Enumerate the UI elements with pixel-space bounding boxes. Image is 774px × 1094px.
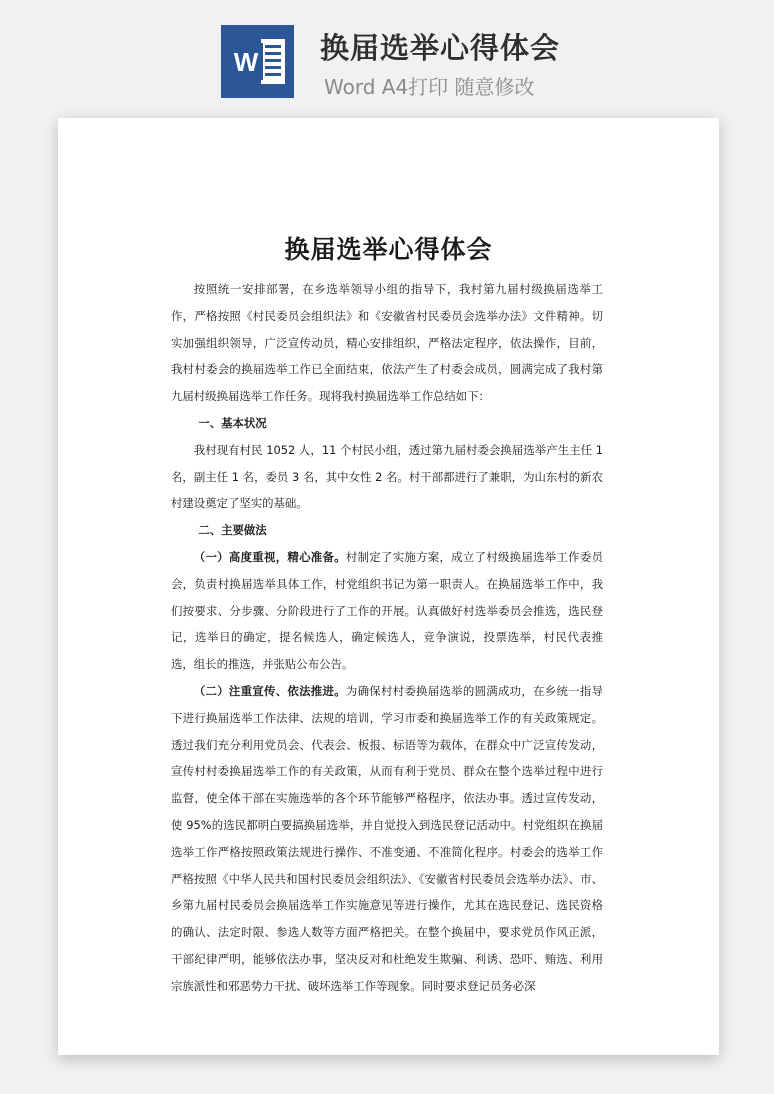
paragraph-lead: （二）注重宣传、依法推进。 xyxy=(193,683,346,698)
body-paragraph xyxy=(171,437,603,517)
document-page xyxy=(58,118,719,1055)
body-paragraph xyxy=(171,678,603,1000)
document-title: 换届选举心得体会 xyxy=(284,235,493,264)
paragraph-text: 为确保村村委换届选举的圆满成功，在乡统一指导下进行换届选举工作法律、法规的培训，学习市委和换届选举工作的有关政策规定。透过我们充分利用党员会、代表会、板报、标语等为载体，在群众中广泛宣传发动，宣传村村委换届选举工作的有关政策，从而有利于党员、群众在整个选举过程中进行监督，使全体干部在实施选举的各个环节能够严格程序，依法办事。透过宣传发动，使 95%的选民都明白要搞换届选举，并自觉投入到选民登记活动中。村党组织在换届选举工作严格按照政策法规进行操作、不准变通、不准简化程序。村委会的选举工作严格按照《中华人民共和国村民委员会组织法》、《安徽省村民委员会选举办法》、市、乡第九届村民委员会换届选举工作实施意见等进行操作，尤其在选民登记、选民资格的确认、法定时限、参选人数等方面严格把关。在整个换届中，要求党员作风正派，干部纪律严明，能够依法办事，坚决反对和杜绝发生欺骗、利诱、恐吓、贿选、利用宗族派性和邪恶势力干扰、破坏选举工作等现象。同时要求登记员务必深 xyxy=(171,683,603,993)
section-heading: 二、主要做法 xyxy=(198,523,267,538)
word-icon-letter: W xyxy=(233,47,259,77)
banner xyxy=(0,0,774,110)
section-heading: 一、基本状况 xyxy=(198,415,267,430)
paragraph-text: 村制定了实施方案，成立了村级换届选举工作委员会，负责村换届选举具体工作，村党组织书记为第一职责人。在换届选举工作中，我们按要求、分步骤、分阶段进行了工作的开展。认真做好村选举委员会推选，选民登记，选举日的确定，提名候选人，确定候选人，竞争演说，投票选举，村民代表推选，组长的推选，并张贴公布公告。 xyxy=(171,549,603,672)
word-document-icon xyxy=(221,25,294,98)
paragraph-text: 按照统一安排部署，在乡选举领导小组的指导下，我村第九届村级换届选举工作，严格按照《村民委员会组织法》和《安徽省村民委员会选举办法》文件精神。切实加强组织领导，广泛宣传动员，精心安排组织，严格法定程序，依法操作，目前，我村村委会的换届选举工作已全面结束，依法产生了村委会成员，圆满完成了我村第九届村级换届选举工作任务。现将我村换届选举工作总结如下： xyxy=(171,282,603,404)
banner-title: 换届选举心得体会 xyxy=(320,31,561,65)
document-body xyxy=(171,276,603,1000)
paragraph-lead: （一）高度重视，精心准备。 xyxy=(193,549,346,564)
banner-subtitle: Word A4打印 随意修改 xyxy=(324,75,535,99)
body-paragraph xyxy=(171,276,603,410)
paragraph-text: 我村现有村民 1052 人，11 个村民小组，透过第九届村委会换届选举产生主任 1 名，副主任 1 名，委员 3 名，其中女性 2 名。村干部都进行了兼职，为山东村的新农村建设奠定了坚实的基础。 xyxy=(171,442,603,511)
body-paragraph xyxy=(171,544,603,678)
